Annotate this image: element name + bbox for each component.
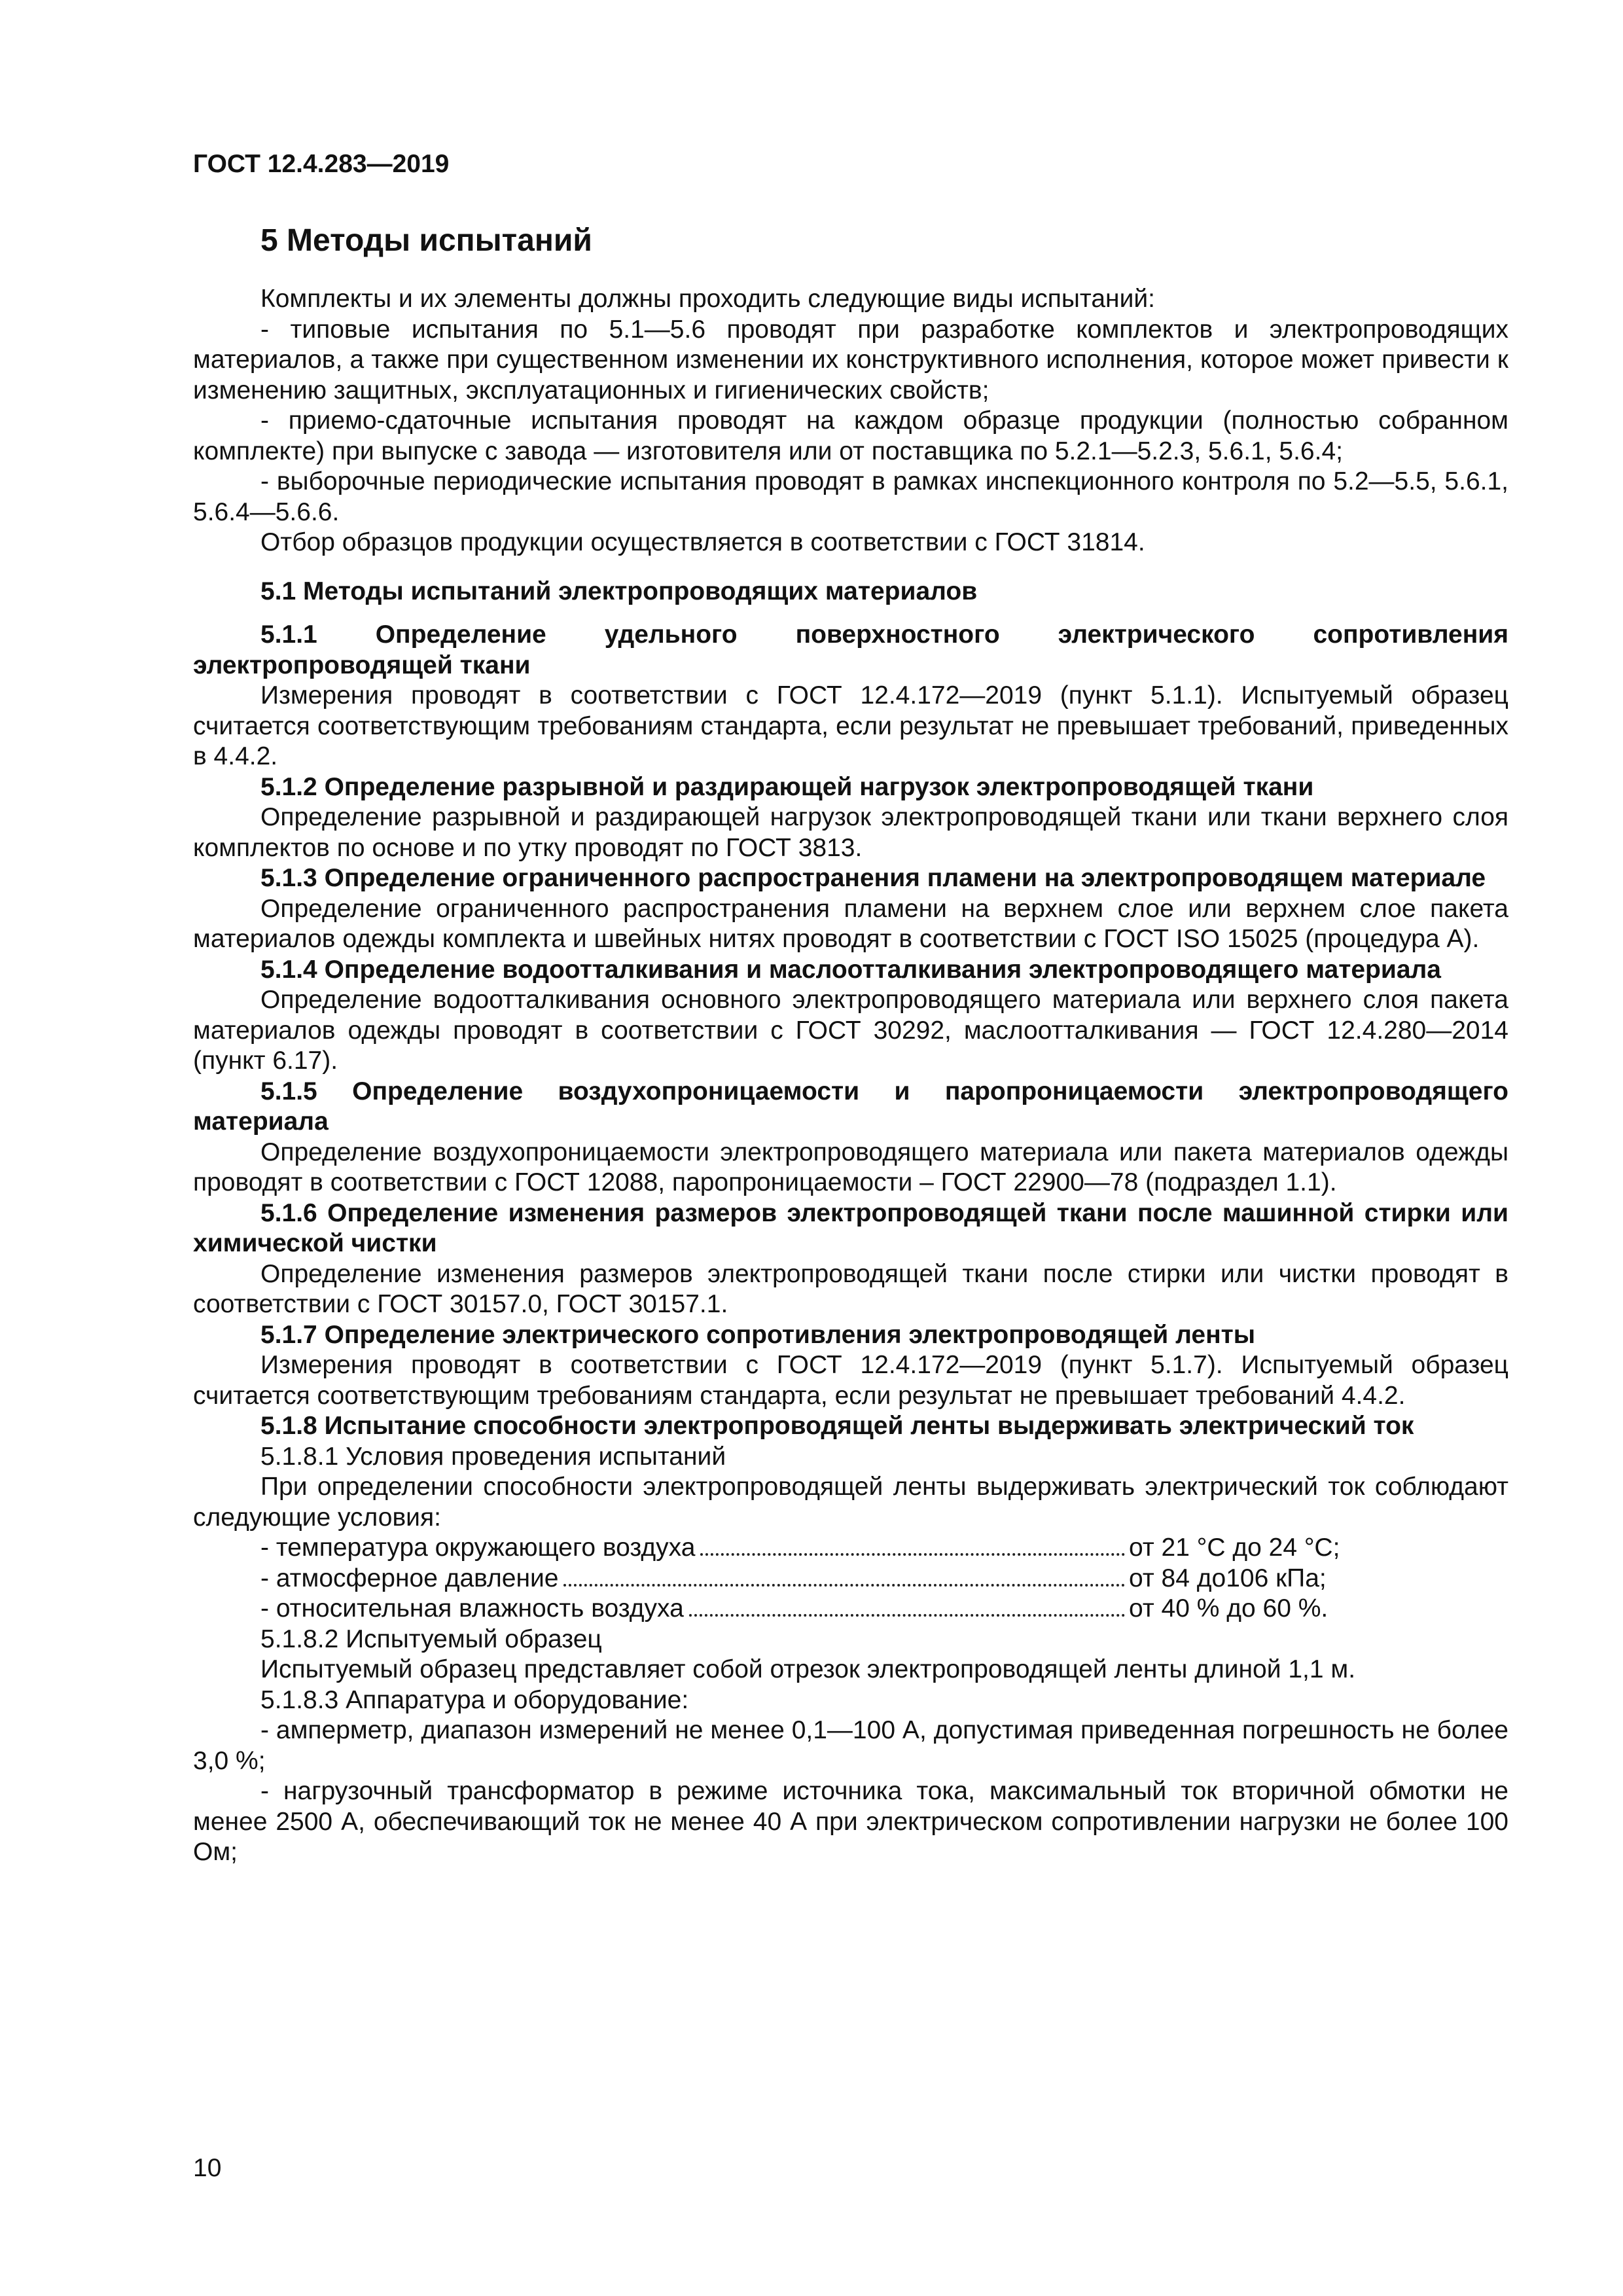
condition-label: - температура окружающего воздуха	[260, 1534, 696, 1562]
clause-text: Измерения проводят в соответствии с ГОСТ 12.4.172—2019 (пункт 5.1.1). Испытуемый образец считается соответствующим требованиям стандарта, если результат не превышает требований, приведенных в 4.4.2.	[193, 681, 1508, 770]
clause-heading: 5.1.1 Определение удельного поверхностного электрического сопротивления электропроводящей ткани	[193, 620, 1508, 679]
dot-leader	[689, 1614, 1125, 1617]
condition-row	[193, 1533, 1508, 1564]
clause-heading: 5.1.4 Определение водоотталкивания и маслоотталкивания электропроводящего материала	[260, 955, 1441, 984]
clause-heading: 5.1.6 Определение изменения размеров электропроводящей ткани после машинной стирки или химической чистки	[193, 1198, 1508, 1257]
intro-list-item: - типовые испытания по 5.1—5.6 проводят при разработке комплектов и электропроводящих материалов, а также при существенном изменении их конструктивного исполнения, которое может привести к изменению защитных, эксплуатационных и гигиенических свойств;	[193, 315, 1508, 404]
intro-paragraph: Комплекты и их элементы должны проходить следующие виды испытаний:	[260, 285, 1155, 313]
subclause-heading: 5.1.8.2 Испытуемый образец	[260, 1624, 602, 1653]
condition-row	[193, 1594, 1508, 1624]
document-header: ГОСТ 12.4.283—2019	[193, 150, 450, 178]
page-number: 10	[193, 2154, 222, 2182]
subclause-heading: 5.1.8.3 Аппаратура и оборудование:	[260, 1685, 689, 1714]
clause-heading: 5.1.2 Определение разрывной и раздирающей нагрузок электропроводящей ткани	[260, 772, 1314, 801]
intro-paragraph: Отбор образцов продукции осуществляется в соответствии с ГОСТ 31814.	[260, 528, 1145, 556]
clause-heading: 5.1.3 Определение ограниченного распространения пламени на электропроводящем материале	[260, 864, 1486, 892]
condition-row	[193, 1564, 1508, 1594]
equipment-item: - амперметр, диапазон измерений не менее 0,1—100 А, допустимая приведенная погрешность не более 3,0 %;	[193, 1716, 1508, 1775]
condition-value: от 21 °С до 24 °С;	[1129, 1534, 1340, 1562]
condition-value: от 40 % до 60 %.	[1129, 1594, 1329, 1623]
clause-text: Определение ограниченного распространения пламени на верхнем слое или верхнем слое пакета материалов одежды комплекта и швейных нитях проводят в соответствии с ГОСТ ISO 15025 (процедура А).	[193, 894, 1508, 953]
clause-heading: 5.1.5 Определение воздухопроницаемости и паропроницаемости электропроводящего материала	[193, 1077, 1508, 1136]
clause-text: Определение воздухопроницаемости электропроводящего материала или пакета материалов одежды проводят в соответствии с ГОСТ 12088, паропроницаемости – ГОСТ 22900—78 (подраздел 1.1).	[193, 1138, 1508, 1196]
intro-list-item: - выборочные периодические испытания проводят в рамках инспекционного контроля по 5.2—5.5, 5.6.1, 5.6.4—5.6.6.	[193, 467, 1508, 526]
dot-leader	[563, 1584, 1125, 1587]
condition-value: от 84 до106 кПа;	[1129, 1564, 1327, 1592]
subclause-heading: 5.1.8.1 Условия проведения испытаний	[260, 1442, 726, 1471]
condition-label: - атмосферное давление	[260, 1564, 559, 1592]
section-title: 5 Методы испытаний	[260, 223, 592, 258]
clause-text: Определение изменения размеров электропроводящей ткани после стирки или чистки проводят в соответствии с ГОСТ 30157.0, ГОСТ 30157.1.	[193, 1259, 1508, 1318]
clause-text: При определении способности электропроводящей ленты выдерживать электрический ток соблюдают следующие условия:	[193, 1473, 1508, 1532]
clause-heading: 5.1.8 Испытание способности электропроводящей ленты выдерживать электрический ток	[260, 1412, 1414, 1440]
page-content	[193, 284, 1508, 1868]
clause-text: Определение водоотталкивания основного электропроводящего материала или верхнего слоя пакета материалов одежды проводят в соответствии с ГОСТ 30292, маслоотталкивания — ГОСТ 12.4.280—2014 (пункт 6.17).	[193, 986, 1508, 1075]
equipment-item: - нагрузочный трансформатор в режиме источника тока, максимальный ток вторичной обмотки не менее 2500 А, обеспечивающий ток не менее 40 А при электрическом сопротивлении нагрузки не более 100 Ом;	[193, 1777, 1508, 1866]
condition-label: - относительная влажность воздуха	[260, 1594, 684, 1623]
intro-list-item: - приемо-сдаточные испытания проводят на каждом образце продукции (полностью собранном комплекте) при выпуске с завода — изготовителя или от поставщика по 5.2.1—5.2.3, 5.6.1, 5.6.4;	[193, 406, 1508, 465]
clause-text: Измерения проводят в соответствии с ГОСТ 12.4.172—2019 (пункт 5.1.7). Испытуемый образец считается соответствующим требованиям стандарта, если результат не превышает требований 4.4.2.	[193, 1351, 1508, 1410]
clause-text: Испытуемый образец представляет собой отрезок электропроводящей ленты длиной 1,1 м.	[260, 1655, 1356, 1683]
clause-text: Определение разрывной и раздирающей нагрузок электропроводящей ткани или ткани верхнего слоя комплектов по основе и по утку проводят по ГОСТ 3813.	[193, 803, 1508, 862]
dot-leader	[700, 1553, 1125, 1556]
clause-heading: 5.1.7 Определение электрического сопротивления электропроводящей ленты	[260, 1320, 1256, 1349]
subsection-heading: 5.1 Методы испытаний электропроводящих материалов	[260, 577, 978, 605]
